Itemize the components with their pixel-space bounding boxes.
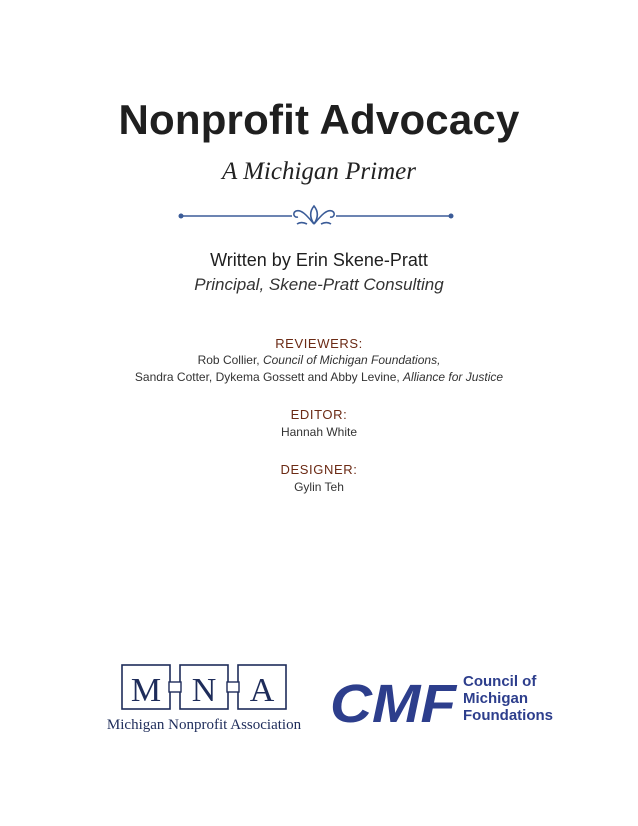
mna-letter-m: M	[130, 672, 162, 709]
designer-label: DESIGNER:	[280, 462, 358, 477]
cmf-mark: CMF	[330, 674, 459, 730]
mna-caption: Michigan Nonprofit Association	[106, 717, 302, 733]
reviewers-label: REVIEWERS:	[275, 336, 363, 351]
cmf-wordmark	[463, 673, 583, 724]
editor-label: EDITOR:	[290, 407, 348, 422]
cmf-line-1: Council of	[463, 673, 537, 690]
flourish-ornament-icon	[176, 203, 456, 229]
author-line: Written by Erin Skene-Pratt	[210, 250, 428, 270]
reviewers-line-2	[0, 370, 638, 384]
reviewer-names: Sandra Cotter, Dykema Gossett and Abby Levine,	[134, 370, 404, 384]
mna-letter-n: N	[191, 672, 217, 709]
reviewer-name: Rob Collier,	[197, 353, 263, 367]
cmf-line-3: Foundations	[463, 707, 553, 724]
cmf-line-2: Michigan	[463, 690, 529, 707]
reviewer-org: Council of Michigan Foundations,	[262, 353, 441, 367]
designer-name: Gylin Teh	[294, 480, 344, 494]
reviewers-line-1	[0, 353, 638, 367]
reviewer-org: Alliance for Justice	[403, 370, 504, 384]
document-subtitle: A Michigan Primer	[222, 158, 416, 185]
mna-letter-a: A	[249, 672, 275, 709]
editor-name: Hannah White	[280, 425, 358, 439]
document-title: Nonprofit Advocacy	[118, 96, 520, 143]
author-role: Principal, Skene-Pratt Consulting	[194, 275, 444, 294]
